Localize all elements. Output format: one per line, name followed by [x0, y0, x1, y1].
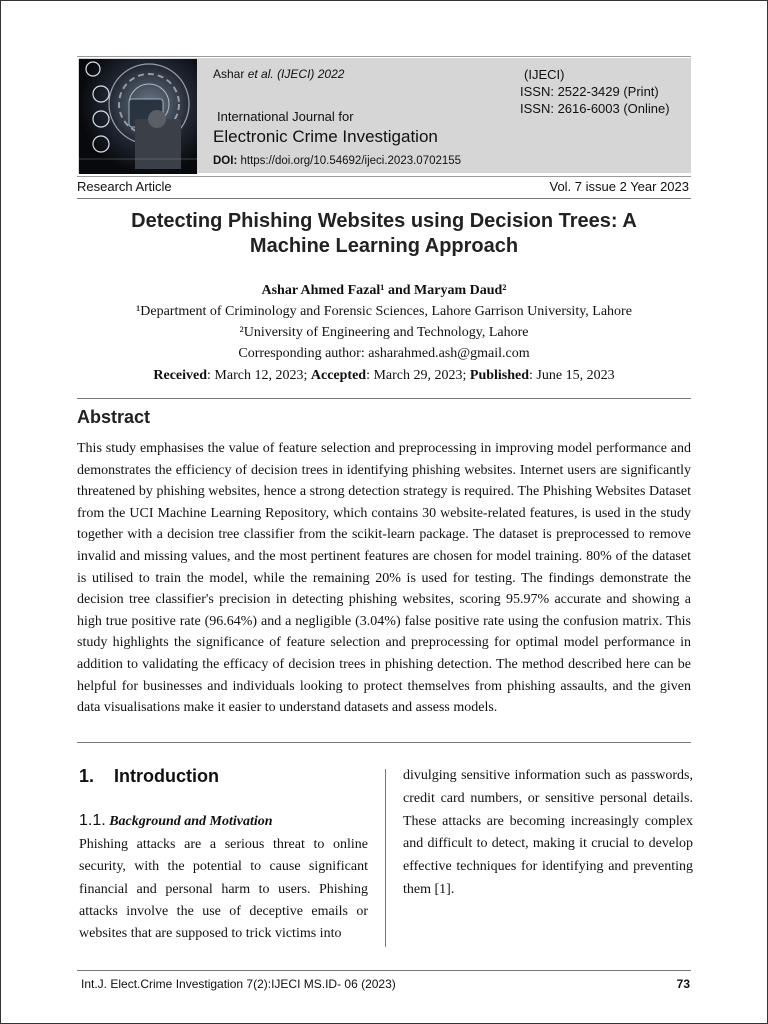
doi-line: DOI: https://doi.org/10.54692/ijeci.2023.0702155	[213, 155, 462, 167]
header-top-rule	[77, 56, 691, 57]
header-bottom-rule	[77, 176, 691, 177]
article-type: Research Article	[77, 179, 172, 194]
publication-dates: Received: March 12, 2023; Accepted: March 29, 2023; Published: June 15, 2023	[153, 368, 615, 383]
page-number: 73	[676, 977, 690, 991]
journal-cover-image	[79, 59, 197, 174]
journal-name-line1: International Journal for	[217, 109, 354, 124]
cyber-security-illustration	[79, 59, 197, 174]
footer-citation: Int.J. Elect.Crime Investigation 7(2):IJECI MS.ID- 06 (2023)	[81, 977, 396, 991]
abstract-text: This study emphasises the value of feature selection and preprocessing in improving model performance and demonstrates the efficiency of decision trees in identifying phishing websites. Internet users are significantly threatened by phishing websites, hence a strong detection strategy is required. The Phishing Websites Dataset from the UCI Machine Learning Repository, which contains 30 website-related features, is used in the study together with a decision tree classifier from the scikit-learn package. The dataset is preprocessed to remove invalid and missing values, and the most pertinent features are chosen for model training. 80% of the dataset is utilised to train the model, while the remaining 20% is used for testing. The findings demonstrate the decision tree classifier's precision in detecting phishing websites, scoring 95.97% accurate and showing a high true positive rate (96.64%) and a negligible (3.04%) false positive rate using the confusion matrix. This study highlights the significance of feature selection and preprocessing for optimal model performance in addition to validating the efficacy of decision trees in phishing detection. The method described here can be helpful for businesses and individuals looking to protect themselves from phishing assaults, and the given data visualisations make it easier to understand datasets and assess models.	[77, 441, 691, 716]
journal-name-line2: Electronic Crime Investigation	[213, 127, 438, 146]
subsection-heading: 1.1. Background and Motivation	[79, 812, 273, 829]
header-author-line: Ashar et al. (IJECI) 2022	[213, 67, 345, 81]
volume-info: Vol. 7 issue 2 Year 2023	[549, 179, 689, 194]
issn-block: (IJECI) ISSN: 2522-3429 (Print) ISSN: 2616-6003 (Online)	[520, 67, 670, 116]
corresponding-author: Corresponding author: asharahmed.ash@gmail.com	[238, 346, 530, 361]
paper-title: Detecting Phishing Websites using Decision Trees: A Machine Learning Approach	[131, 210, 637, 257]
abstract-bottom-rule	[77, 742, 691, 743]
introduction-heading: 1. Introduction	[79, 766, 219, 786]
meta-rule	[77, 198, 691, 199]
abstract-heading: Abstract	[77, 407, 151, 427]
affiliation-1: ¹Department of Criminology and Forensic Sciences, Lahore Garrison University, Lahore	[136, 304, 632, 319]
affiliation-2: ²University of Engineering and Technology, Lahore	[239, 325, 529, 340]
intro-right-column: divulging sensitive information such as passwords, credit card numbers, or sensitive personal details. These attacks are becoming increasingly complex and difficult to detect, making it crucial to develop effective techniques for identifying and preventing them [1].	[403, 768, 693, 897]
doi-link[interactable]: https://doi.org/10.54692/ijeci.2023.0702155	[240, 155, 462, 167]
intro-left-column: Phishing attacks are a serious threat to online security, with the potential to cause significant financial and personal harm to users. Phishing attacks involve the use of deceptive emails or websites that are supposed to trick victims into	[79, 837, 368, 942]
footer-rule	[77, 970, 691, 971]
column-divider	[385, 769, 386, 947]
abstract-top-rule	[77, 398, 691, 399]
author-names: Ashar Ahmed Fazal¹ and Maryam Daud²	[261, 283, 507, 298]
